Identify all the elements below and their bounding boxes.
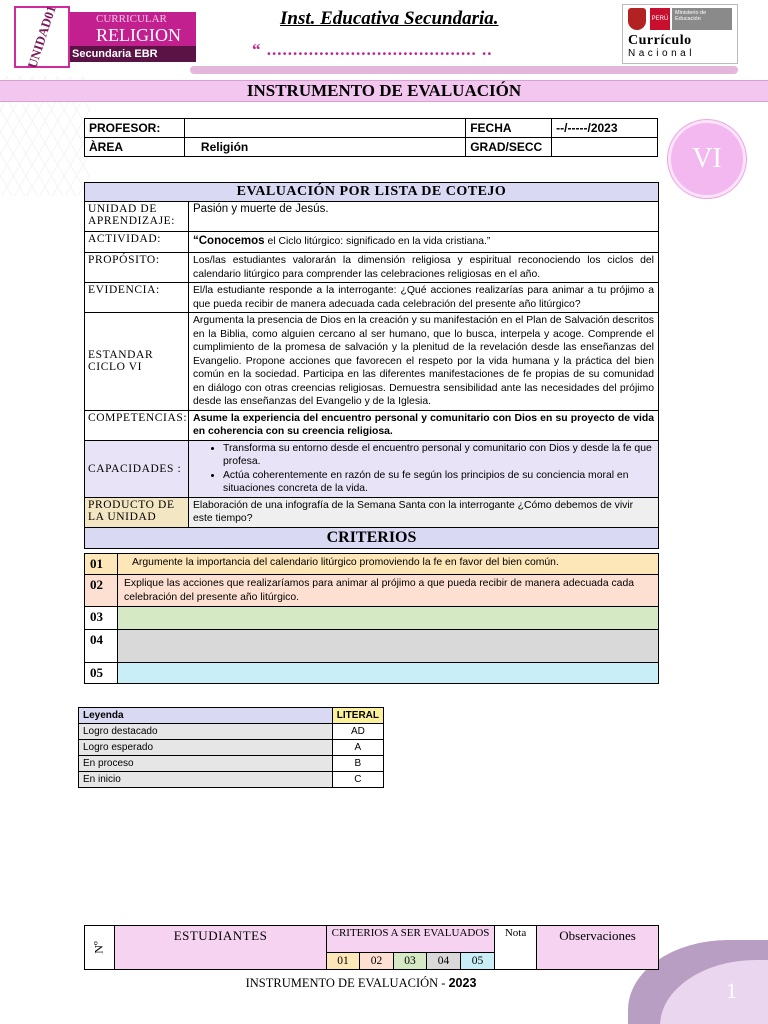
page-number: 1 bbox=[726, 978, 737, 1003]
curriculo-logo-text: Currículo bbox=[628, 33, 692, 48]
legend-literal-header: LITERAL bbox=[332, 708, 383, 724]
row-value bbox=[189, 440, 659, 497]
activity-text: el Ciclo litúrgico: significado en la vida cristiana.” bbox=[264, 236, 491, 247]
legend-table bbox=[78, 707, 384, 788]
header-rule bbox=[190, 66, 738, 74]
table-row bbox=[85, 313, 659, 411]
number-header bbox=[85, 926, 115, 970]
criterion-text[interactable]: Explique las acciones que realizaríamos para animar al prójimo a que pueda recibir de manera adecuada cada celebración del presente año litúrgico. bbox=[118, 575, 659, 607]
area-curricular-label: CURRICULAR bbox=[96, 13, 167, 25]
nacional-logo-text: Nacional bbox=[628, 48, 695, 59]
row-value: Elaboración de una infografía de la Semana Santa con la interrogante ¿Cómo debemos de vivir este tiempo? bbox=[189, 497, 659, 527]
criterion-number: 04 bbox=[85, 630, 118, 663]
cycle-badge: VI bbox=[668, 120, 746, 198]
activity-bold: “Conocemos bbox=[193, 235, 265, 247]
criterion-column: 02 bbox=[360, 953, 394, 970]
legend-header: Leyenda bbox=[79, 708, 333, 724]
criterion-text[interactable] bbox=[118, 607, 659, 630]
page-title: INSTRUMENTO DE EVALUACIÓN bbox=[246, 81, 522, 100]
area-level: Secundaria EBR bbox=[72, 48, 158, 60]
criterion-column: 05 bbox=[461, 953, 495, 970]
students-table bbox=[84, 925, 659, 970]
row-label: UNIDAD DE APRENDIZAJE: bbox=[85, 202, 189, 232]
criterion-column: 01 bbox=[327, 953, 360, 970]
row-value: Los/las estudiantes valorarán la dimensión religiosa y espiritual reconociendo los ciclos del calendario litúrgico para comprender las celebraciones religiosas en el año. bbox=[189, 253, 659, 283]
nota-header: Nota bbox=[495, 926, 537, 970]
criterion-number: 05 bbox=[85, 663, 118, 684]
students-header: ESTUDIANTES bbox=[115, 926, 327, 970]
row-value: Asume la experiencia del encuentro personal y comunitario con Dios en su proyecto de vida en coherencia con su creencia religiosa. bbox=[189, 410, 659, 440]
table-row bbox=[79, 772, 384, 788]
legend-value: AD bbox=[332, 724, 383, 740]
table-row bbox=[85, 527, 659, 548]
table-row bbox=[85, 410, 659, 440]
table-row bbox=[85, 440, 659, 497]
table-row bbox=[85, 554, 659, 575]
legend-value: A bbox=[332, 740, 383, 756]
criteria-table bbox=[84, 553, 659, 684]
table-row bbox=[85, 663, 659, 684]
row-label: ACTIVIDAD: bbox=[85, 232, 189, 253]
area-name: RELIGION bbox=[96, 25, 181, 45]
fecha-label: FECHA bbox=[466, 119, 552, 138]
criterion-column: 03 bbox=[394, 953, 427, 970]
table-row bbox=[85, 138, 658, 157]
institution-title: Inst. Educativa Secundaria. bbox=[280, 8, 499, 29]
table-row bbox=[85, 926, 659, 953]
criteria-evaluated-header: CRITERIOS A SER EVALUADOS bbox=[327, 926, 495, 953]
profesor-field[interactable] bbox=[184, 119, 465, 138]
criteria-heading: CRITERIOS bbox=[85, 527, 659, 548]
table-row bbox=[85, 575, 659, 607]
row-value: Pasión y muerte de Jesús. bbox=[189, 202, 659, 232]
row-label: PRODUCTO DE LA UNIDAD bbox=[85, 497, 189, 527]
number-header-label: Nº bbox=[91, 941, 106, 954]
checklist-heading: EVALUACIÓN POR LISTA DE COTEJO bbox=[85, 183, 659, 202]
table-row bbox=[79, 756, 384, 772]
peru-shield-icon bbox=[628, 8, 646, 30]
criterion-number: 03 bbox=[85, 607, 118, 630]
row-label: PROPÓSITO: bbox=[85, 253, 189, 283]
legend-label: Logro destacado bbox=[79, 724, 333, 740]
peru-logo-label: PERÚ bbox=[650, 8, 670, 30]
grad-secc-field[interactable] bbox=[552, 138, 658, 157]
criterion-text[interactable] bbox=[118, 663, 659, 684]
area-field[interactable]: Religión bbox=[184, 138, 465, 157]
row-label: EVIDENCIA: bbox=[85, 283, 189, 313]
legend-value: C bbox=[332, 772, 383, 788]
criterion-number: 01 bbox=[85, 554, 118, 575]
fecha-field[interactable]: --/-----/2023 bbox=[552, 119, 658, 138]
table-row bbox=[85, 253, 659, 283]
table-row bbox=[85, 183, 659, 202]
row-label: CAPACIDADES : bbox=[85, 440, 189, 497]
ministry-logo-label: Ministerio de Educación bbox=[672, 8, 732, 30]
row-value: El/la estudiante responde a la interrogante: ¿Qué acciones realizarías para animar a tu prójimo a que pueda recibir de manera adecuada cada celebración del presente año litúrgico? bbox=[189, 283, 659, 313]
table-row bbox=[85, 232, 659, 253]
motto-line: “ ........................................ .. bbox=[252, 40, 493, 59]
profesor-label: PROFESOR: bbox=[85, 119, 185, 138]
teacher-info-table bbox=[84, 118, 658, 157]
criterion-text[interactable]: Argumente la importancia del calendario litúrgico promoviendo la fe en favor del bien común. bbox=[118, 554, 659, 575]
capacities-list bbox=[223, 442, 654, 496]
grad-secc-label: GRAD/SECC bbox=[466, 138, 552, 157]
footer bbox=[0, 976, 722, 991]
list-item: • Transforma su entorno desde el encuentro personal y comunitario con Dios y desde la fe que profesa. bbox=[223, 442, 654, 469]
row-label: ESTANDAR CICLO VI bbox=[85, 313, 189, 411]
legend-value: B bbox=[332, 756, 383, 772]
checklist-table bbox=[84, 182, 659, 549]
row-value bbox=[189, 232, 659, 253]
legend-label: Logro esperado bbox=[79, 740, 333, 756]
table-row bbox=[85, 283, 659, 313]
unit-label: UNIDAD01 bbox=[24, 3, 59, 71]
row-value: Argumenta la presencia de Dios en la creación y su manifestación en el Plan de Salvación descritos en la Biblia, como alguien cercano al ser humano, que lo busca, interpela y acoge. Comprende el cumplimiento de la promesa de salvación y la plenitud de la revelación desde las enseñanzas del Evangelio. Propone acciones que favorecen el respeto por la vida humana y la práctica del bien común en la sociedad. Participa en las diferentes manifestaciones de fe propias de su comunidad en diálogo con otras creencias religiosas. Demuestra sensibilidad ante las necesidades del prójimo desde las enseñanzas del Evangelio y de la Iglesia. bbox=[189, 313, 659, 411]
table-row bbox=[85, 630, 659, 663]
table-row bbox=[85, 202, 659, 232]
criterion-text[interactable] bbox=[118, 630, 659, 663]
table-row bbox=[85, 119, 658, 138]
table-row bbox=[79, 708, 384, 724]
footer-text: INSTRUMENTO DE EVALUACIÓN - bbox=[245, 976, 449, 990]
table-row bbox=[79, 724, 384, 740]
criterion-column: 04 bbox=[427, 953, 461, 970]
observations-header: Observaciones bbox=[537, 926, 659, 970]
table-row bbox=[79, 740, 384, 756]
table-row bbox=[85, 607, 659, 630]
footer-year: 2023 bbox=[448, 976, 477, 990]
table-row bbox=[85, 497, 659, 527]
legend-label: En proceso bbox=[79, 756, 333, 772]
row-label: COMPETENCIAS: bbox=[85, 410, 189, 440]
criterion-number: 02 bbox=[85, 575, 118, 607]
area-label: ÀREA bbox=[85, 138, 185, 157]
legend-label: En inicio bbox=[79, 772, 333, 788]
list-item: • Actúa coherentemente en razón de su fe según los principios de su conciencia moral en situaciones concreta de la vida. bbox=[223, 469, 654, 496]
area-top-label: ÁREA bbox=[96, 0, 125, 11]
